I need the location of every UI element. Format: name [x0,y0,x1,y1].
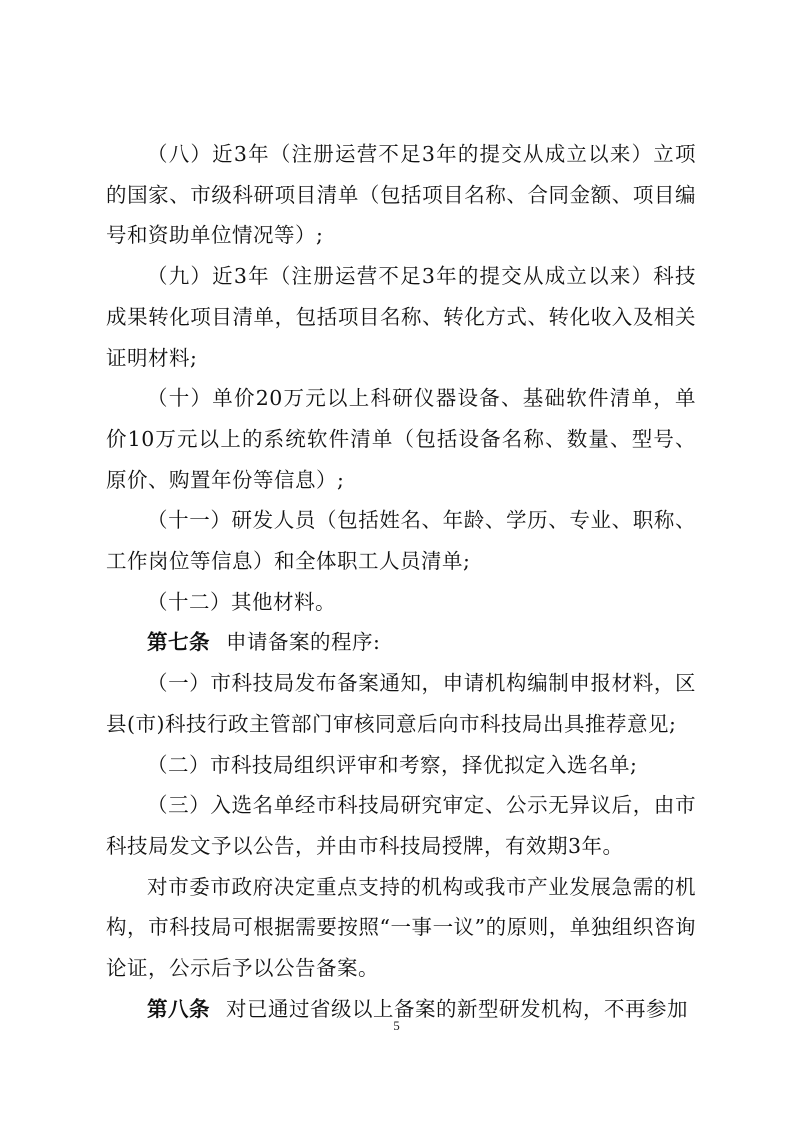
paragraph-item-11: （十一）研发人员（包括姓名、年龄、学历、专业、职称、工作岗位等信息）和全体职工人员清单; [106,508,696,574]
paragraph-special-case: 对市委市政府决定重点支持的机构或我市产业发展急需的机构，市科技局可根据需要按照“一事一议”的原则，单独组织咨询论证，公示后予以公告备案。 [106,874,696,981]
paragraph-item-12: （十二）其他材料。 [147,589,336,614]
paragraph-step-1: （一）市科技局发布备案通知，申请机构编制申报材料，区县(市)科技行政主管部门审核同意后向市科技局出具推荐意见; [106,671,696,736]
article-8-text: 对已通过省级以上备案的新型研发机构，不再参加 [226,996,688,1021]
paragraph-step-3: （三）入选名单经市科技局研究审定、公示无异议后，由市科技局发文予以公告，并由市科技局授牌，有效期3年。 [106,793,696,858]
paragraph-item-9: （九）近3年（注册运营不足3年的提交从成立以来）科技成果转化项目清单，包括项目名称、转化方式、转化收入及相关证明材料; [106,264,696,370]
paragraph-step-2: （二）市科技局组织评审和考察，择优拟定入选名单; [147,752,638,777]
paragraph-item-8: （八）近3年（注册运营不足3年的提交从成立以来）立项的国家、市级科研项目清单（包括项目名称、合同金额、项目编号和资助单位情况等）; [106,142,696,248]
article-7-heading: 第七条 [147,630,210,655]
paragraph-item-10: （十）单价20万元以上科研仪器设备、基础软件清单，单价10万元以上的系统软件清单（包括设备名称、数量、型号、原价、购置年份等信息）; [106,386,696,492]
page-number: 5 [393,1018,400,1033]
document-body [106,134,696,1029]
article-7 [106,622,696,663]
article-8-heading: 第八条 [147,996,210,1021]
article-7-text: 申请备案的程序: [226,630,381,655]
